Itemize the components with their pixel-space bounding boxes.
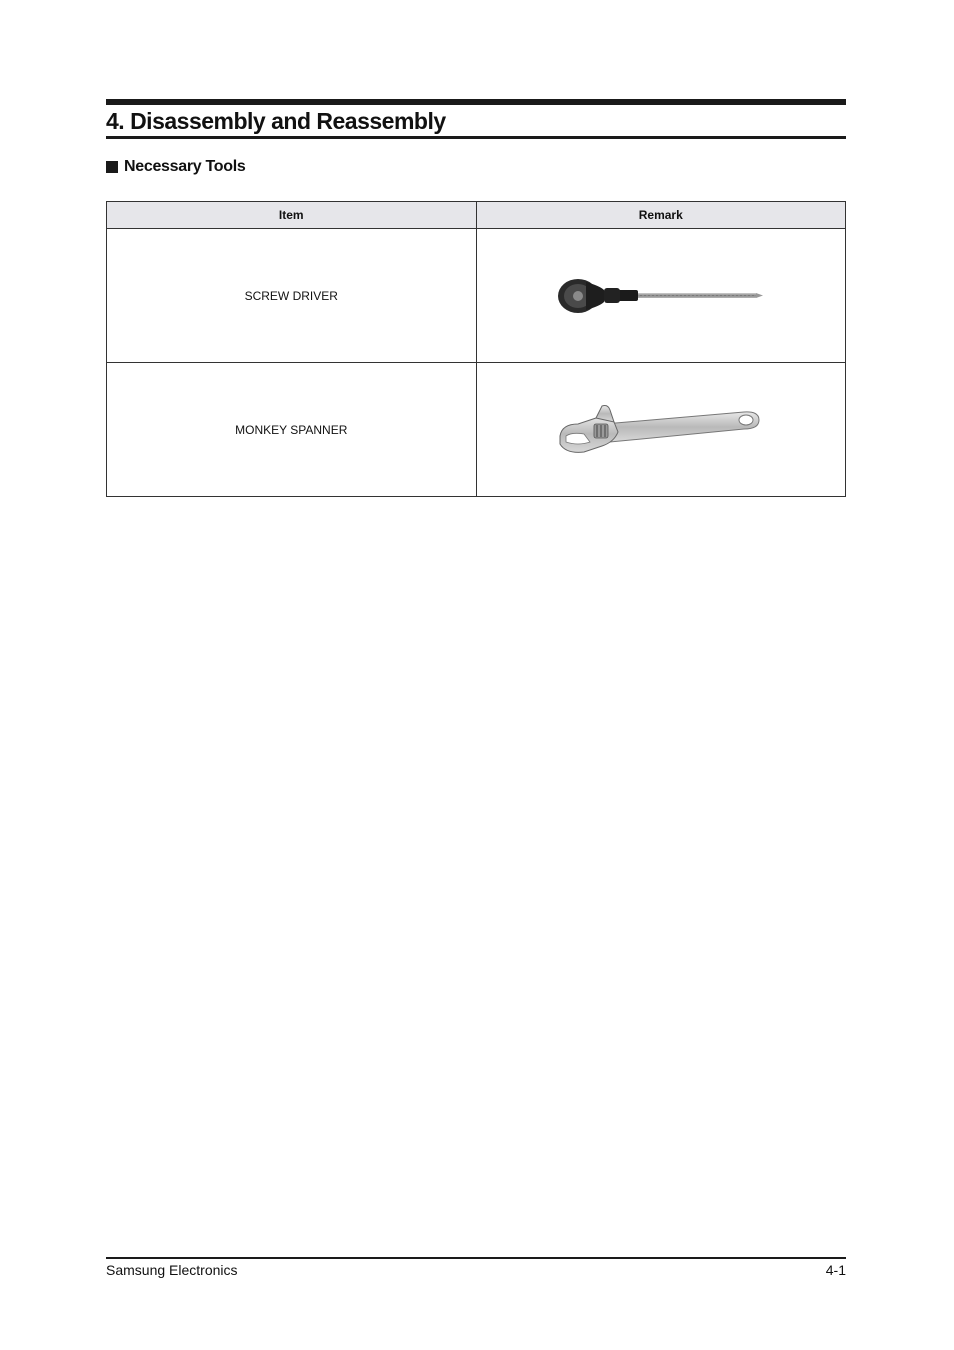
item-cell: SCREW DRIVER: [107, 229, 477, 363]
title-rule-bottom: [106, 136, 846, 139]
column-header-item: Item: [107, 202, 477, 229]
footer-page-number: 4-1: [825, 1262, 846, 1278]
column-header-remark: Remark: [476, 202, 846, 229]
table-row: [107, 229, 846, 363]
square-bullet-icon: [106, 161, 118, 173]
section-heading-text: Necessary Tools: [124, 158, 246, 175]
adjustable-wrench-icon: [556, 402, 766, 458]
title-rule-top: [106, 99, 846, 105]
remark-cell: [476, 229, 846, 363]
screwdriver-icon: [556, 276, 766, 316]
footer-rule: [106, 1257, 846, 1259]
item-cell: MONKEY SPANNER: [107, 363, 477, 497]
tools-table: [106, 201, 846, 497]
table-row: [107, 363, 846, 497]
footer-company: Samsung Electronics: [106, 1262, 238, 1278]
section-heading: [106, 156, 246, 178]
chapter-title: 4. Disassembly and Reassembly: [106, 108, 446, 134]
table-header-row: [107, 202, 846, 229]
remark-cell: [476, 363, 846, 497]
